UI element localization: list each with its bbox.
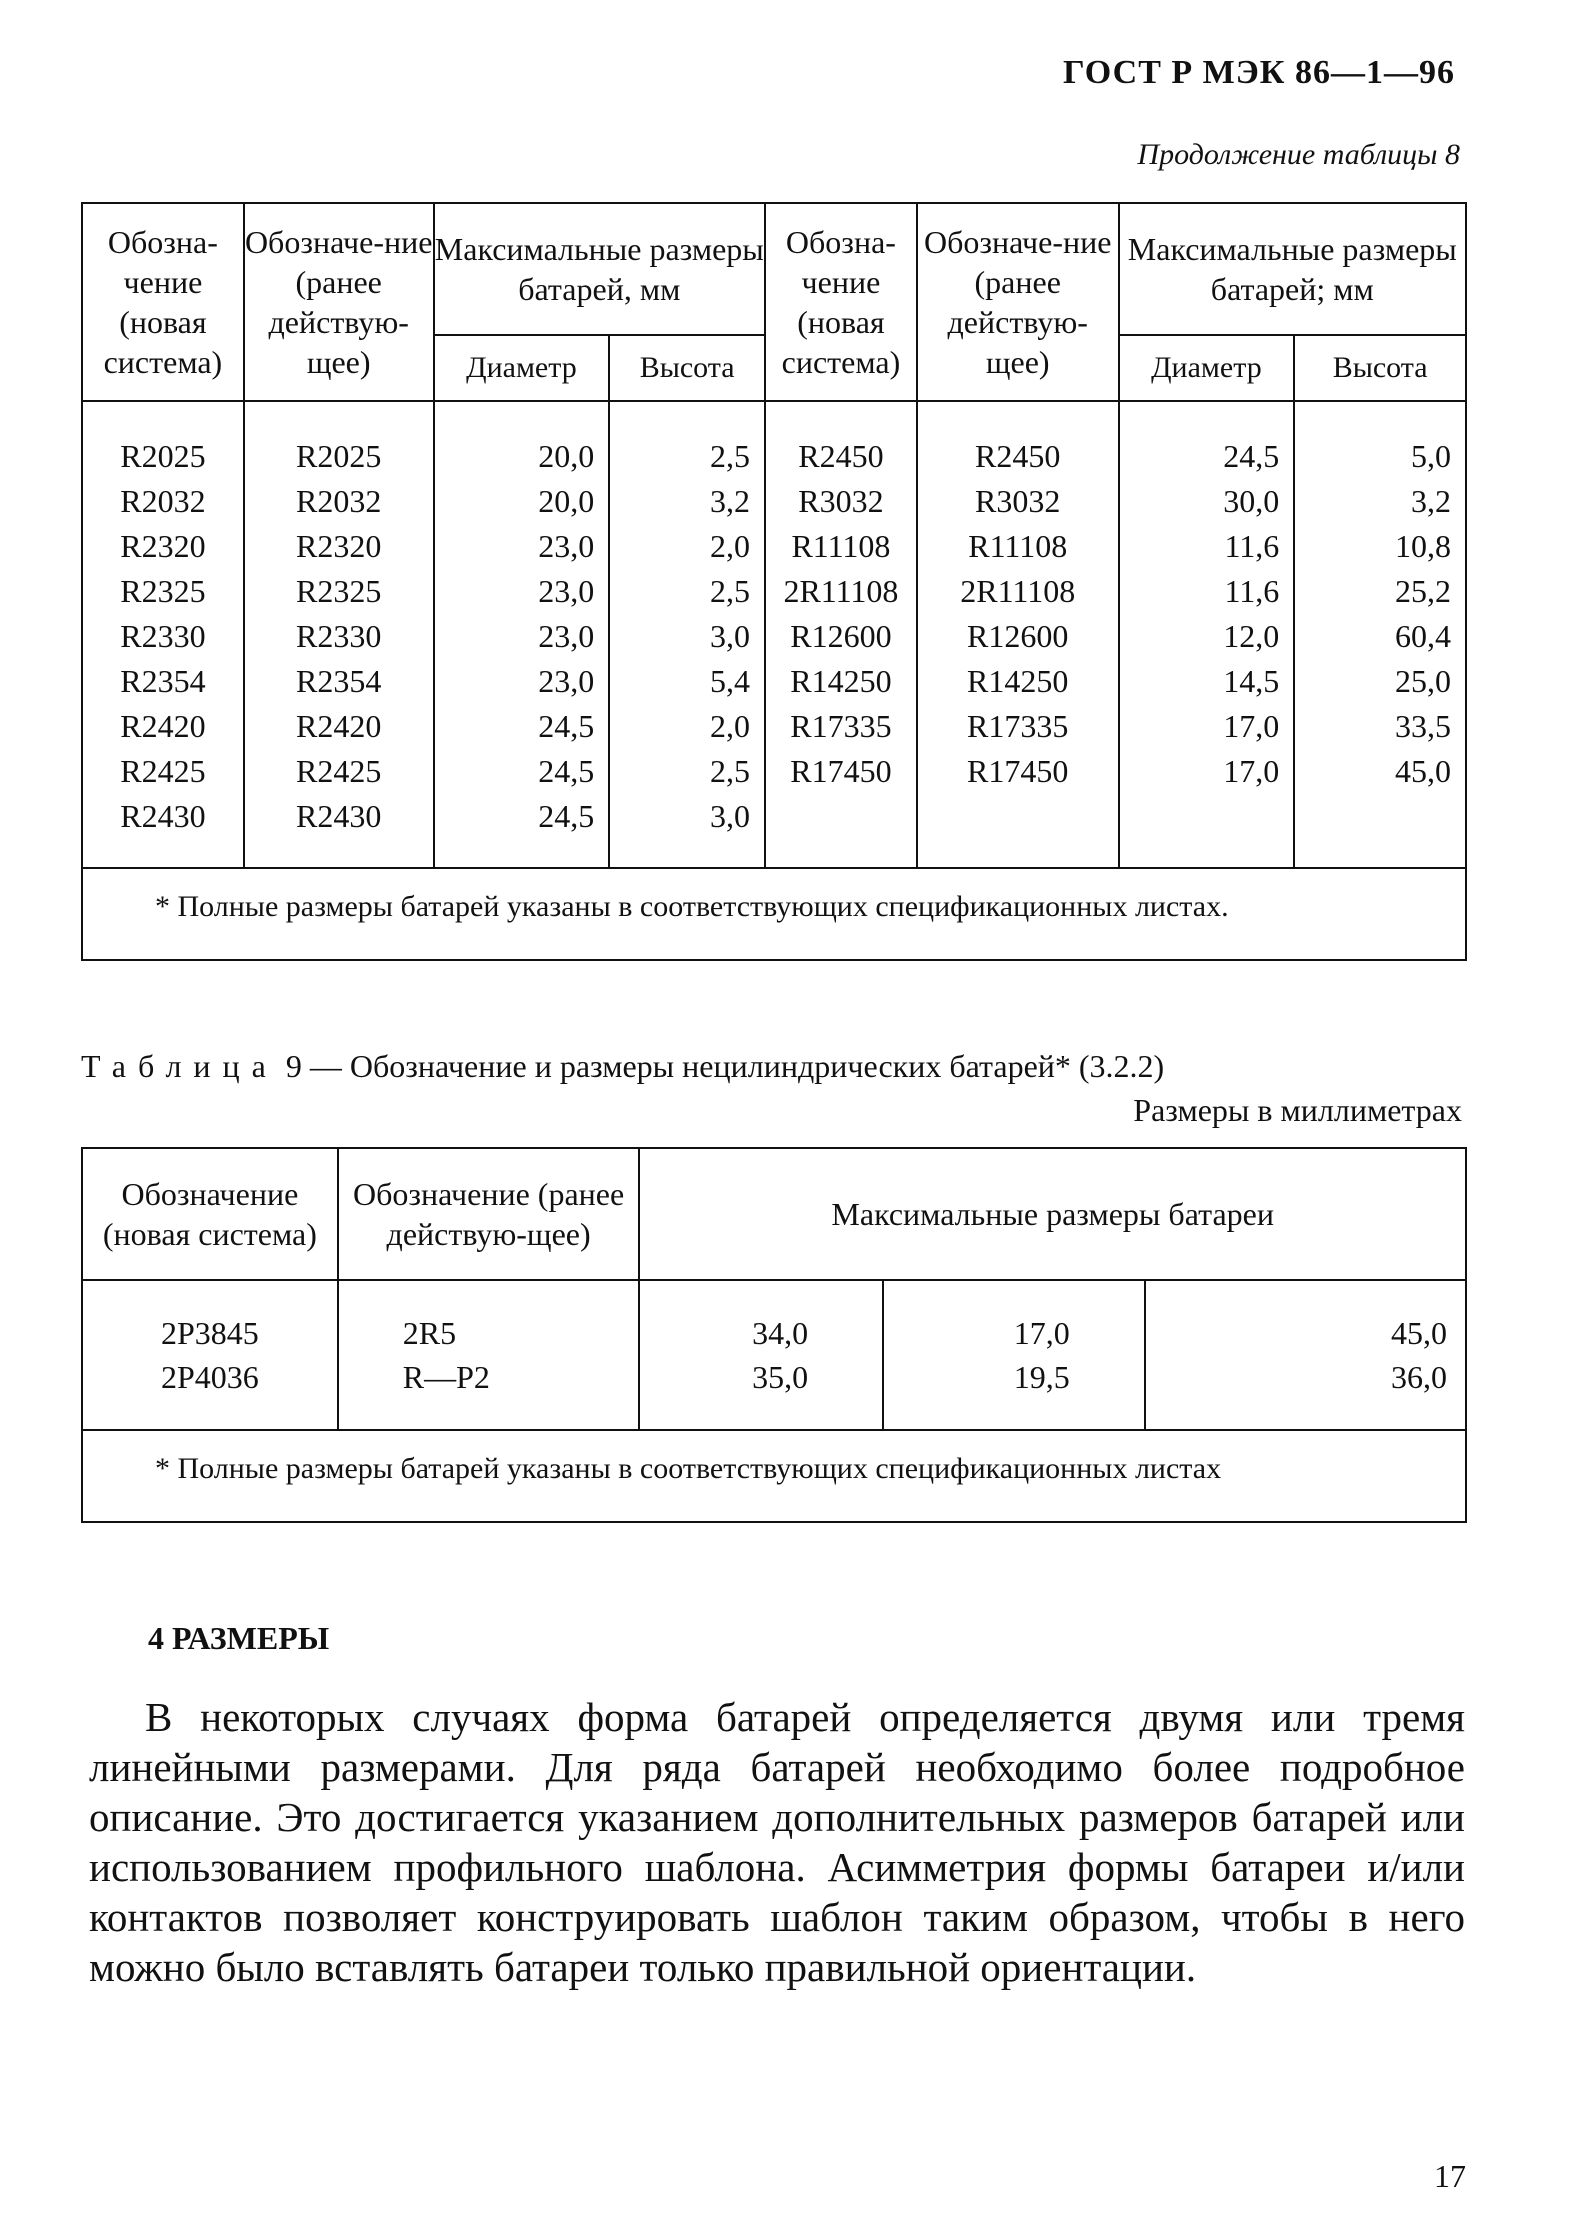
cell: 2,5 — [710, 753, 750, 789]
cell: R2450 — [975, 438, 1061, 474]
header-max-sizes-right: Максимальные размеры батарей; мм — [1119, 203, 1466, 335]
cell: 60,4 — [1395, 618, 1451, 654]
header-max-sizes: Максимальные размеры батареи — [639, 1148, 1466, 1280]
cell: 17,0 — [1013, 1315, 1070, 1351]
cell: 2R5 — [402, 1315, 457, 1351]
cell: R11108 — [968, 528, 1068, 564]
table-9 — [81, 1147, 1467, 1523]
cell: R2425 — [296, 753, 382, 789]
cell: 3,0 — [710, 798, 750, 834]
column-dim-1 — [639, 1280, 883, 1430]
cell: 14,5 — [1223, 663, 1280, 699]
cell: 25,0 — [1395, 663, 1451, 699]
header-old-designation: Обозначе-ние (ранее действую-щее) — [244, 203, 434, 401]
cell: 2,0 — [710, 708, 750, 744]
column-old-right — [917, 401, 1119, 868]
cell: 23,0 — [538, 618, 595, 654]
column-new-right — [765, 401, 917, 868]
standard-number: ГОСТ Р МЭК 86—1—96 — [1063, 54, 1455, 91]
cell: 5,4 — [710, 663, 750, 699]
cell: 3,2 — [710, 483, 750, 519]
header-height: Высота — [609, 335, 765, 401]
cell: 24,5 — [538, 798, 595, 834]
cell: 33,5 — [1395, 708, 1451, 744]
cell: R2430 — [296, 798, 382, 834]
table-9-footnote: * Полные размеры батарей указаны в соответствующих спецификационных листах — [82, 1430, 1466, 1522]
table-9-caption — [81, 1048, 1164, 1085]
column-dim-2 — [883, 1280, 1145, 1430]
table-9-units: Размеры в миллиметрах — [1133, 1092, 1462, 1128]
cell: 2R11108 — [960, 573, 1076, 609]
cell: 23,0 — [538, 573, 595, 609]
table-8-continuation — [81, 202, 1467, 961]
cell: 20,0 — [538, 483, 595, 519]
column-old — [338, 1280, 640, 1430]
cell: 36,0 — [1391, 1359, 1447, 1395]
table-9-caption-label: Таблица — [81, 1048, 278, 1084]
header-new-designation-right: Обозна-чение (новая система) — [765, 203, 917, 401]
cell: R2450 — [798, 438, 884, 474]
header-height-right: Высота — [1294, 335, 1466, 401]
cell: R2320 — [120, 528, 206, 564]
column-dim-3 — [1145, 1280, 1466, 1430]
column-height-left — [609, 401, 765, 868]
cell: 45,0 — [1395, 753, 1451, 789]
cell: 11,6 — [1224, 528, 1280, 564]
section-paragraph: В некоторых случаях форма батарей определяется двумя или тремя линейными размерами. Для ряда батарей необходимо более подробное описание. Это достигается указанием дополнительных размеров батарей или использованием профильного шаблона. Асимметрия формы батареи и/или контактов позволяет конструировать шаблон таким образом, чтобы в него можно было вставлять батареи только правильной ориентации. — [89, 1694, 1465, 1990]
cell: R2425 — [120, 753, 206, 789]
cell: R11108 — [791, 528, 891, 564]
cell: R2025 — [120, 438, 206, 474]
cell: R3032 — [798, 483, 884, 519]
column-old-left — [244, 401, 434, 868]
cell: 10,8 — [1395, 528, 1451, 564]
cell: 23,0 — [538, 528, 595, 564]
page-number: 17 — [1434, 2158, 1466, 2194]
cell: 24,5 — [1223, 438, 1280, 474]
header-new-designation: Обозначение (новая система) — [82, 1148, 338, 1280]
cell: 11,6 — [1224, 573, 1280, 609]
cell: 23,0 — [538, 663, 595, 699]
cell: R2330 — [296, 618, 382, 654]
table-9-caption-text: 9 — Обозначение и размеры нецилиндрических батарей* (3.2.2) — [285, 1048, 1165, 1084]
header-diameter: Диаметр — [434, 335, 610, 401]
column-new-left — [82, 401, 244, 868]
cell: 2P3845 — [160, 1315, 259, 1351]
header-old-designation-right: Обозначе-ние (ранее действую-щее) — [917, 203, 1119, 401]
section-title: 4 РАЗМЕРЫ — [148, 1620, 330, 1656]
cell: R17335 — [790, 708, 892, 744]
cell: R2354 — [296, 663, 382, 699]
cell: 25,2 — [1395, 573, 1451, 609]
cell: R2420 — [296, 708, 382, 744]
cell: 12,0 — [1223, 618, 1280, 654]
cell: 2R11108 — [783, 573, 899, 609]
cell: R14250 — [967, 663, 1069, 699]
cell: R—P2 — [402, 1359, 490, 1395]
column-diameter-right — [1119, 401, 1295, 868]
cell: 5,0 — [1411, 438, 1451, 474]
cell: R2420 — [120, 708, 206, 744]
header-old-designation: Обозначение (ранее действую-щее) — [338, 1148, 640, 1280]
cell: R2320 — [296, 528, 382, 564]
cell: R2325 — [120, 573, 206, 609]
cell: 19,5 — [1013, 1359, 1070, 1395]
cell: 24,5 — [538, 753, 595, 789]
cell: 24,5 — [538, 708, 595, 744]
cell: 2P4036 — [160, 1359, 259, 1395]
cell: 3,0 — [710, 618, 750, 654]
cell: R12600 — [967, 618, 1069, 654]
header-diameter-right: Диаметр — [1119, 335, 1295, 401]
cell: R17450 — [790, 753, 892, 789]
cell: 17,0 — [1223, 753, 1280, 789]
cell: 3,2 — [1411, 483, 1451, 519]
cell: 17,0 — [1223, 708, 1280, 744]
column-diameter-left — [434, 401, 610, 868]
cell: 45,0 — [1391, 1315, 1447, 1351]
cell: R2325 — [296, 573, 382, 609]
cell: R3032 — [975, 483, 1061, 519]
cell: 20,0 — [538, 438, 595, 474]
cell: R14250 — [790, 663, 892, 699]
cell: R2330 — [120, 618, 206, 654]
table-8-footnote: * Полные размеры батарей указаны в соответствующих спецификационных листах. — [82, 868, 1466, 960]
header-max-sizes: Максимальные размеры батарей, мм — [434, 203, 765, 335]
cell: 2,5 — [710, 438, 750, 474]
header-new-designation: Обозна-чение (новая система) — [82, 203, 244, 401]
cell: 34,0 — [752, 1315, 809, 1351]
cell: 30,0 — [1223, 483, 1280, 519]
cell: R2032 — [296, 483, 382, 519]
cell: R17450 — [967, 753, 1069, 789]
cell: R2025 — [296, 438, 382, 474]
cell: R2032 — [120, 483, 206, 519]
column-height-right — [1294, 401, 1466, 868]
cell: R2430 — [120, 798, 206, 834]
column-new — [82, 1280, 338, 1430]
cell: 2,0 — [710, 528, 750, 564]
cell: R2354 — [120, 663, 206, 699]
cell: R17335 — [967, 708, 1069, 744]
table-continuation-label: Продолжение таблицы 8 — [1137, 138, 1460, 171]
cell: 35,0 — [752, 1359, 809, 1395]
cell: R12600 — [790, 618, 892, 654]
cell: 2,5 — [710, 573, 750, 609]
